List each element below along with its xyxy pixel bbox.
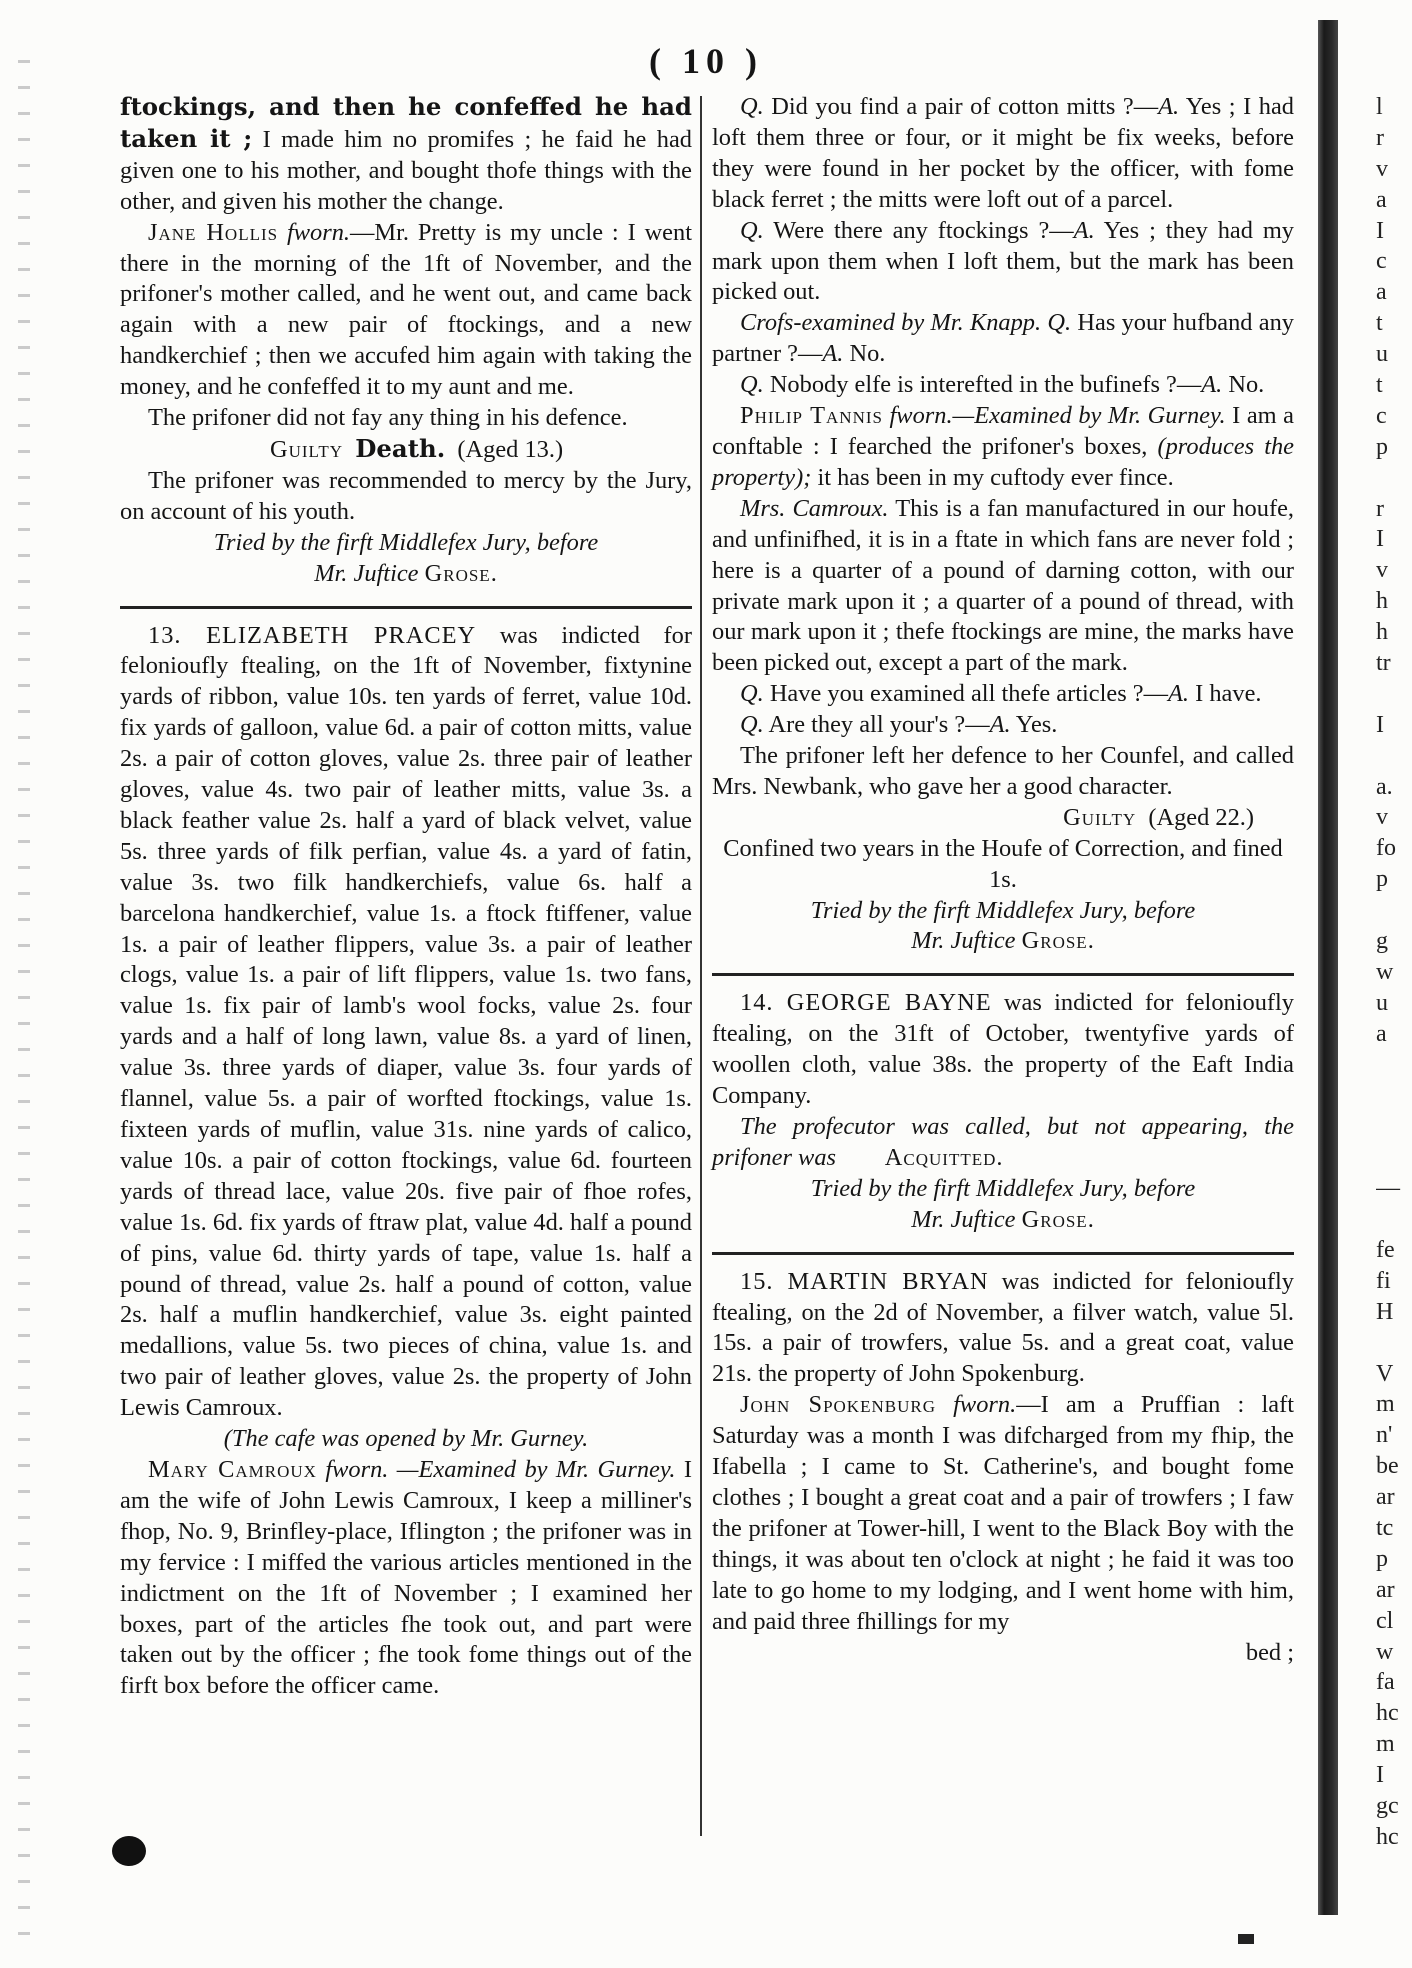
tried-by-line: Tried by the firft Middlefex Jury, before <box>810 896 1196 924</box>
edge-fragment: v <box>1376 804 1388 831</box>
edge-fragment: hc <box>1376 1700 1399 1727</box>
edge-fragment: t <box>1376 310 1383 337</box>
question-text: Were there any ftockings ?— <box>763 216 1074 244</box>
edge-fragment: v <box>1376 557 1388 584</box>
edge-fragment: l <box>1376 94 1383 120</box>
edge-fragment: H <box>1376 1298 1394 1325</box>
left-column <box>120 92 692 1702</box>
edge-fragment: t <box>1376 372 1383 399</box>
question-text: Has your hufband any partner ?— <box>712 309 1294 368</box>
edge-fragment: gc <box>1376 1792 1399 1819</box>
answer-mark: A. <box>822 340 844 368</box>
prosecutor-text: The profecutor was called, but not appearing, the prifoner was <box>712 1113 1294 1171</box>
case-divider <box>120 606 692 609</box>
verdict-line <box>712 803 1294 834</box>
witness-name: John Spokenburg <box>740 1391 936 1419</box>
qa-interest <box>712 370 1294 401</box>
edge-fragment <box>1376 1050 1412 1081</box>
answer-mark: A. <box>1168 680 1190 708</box>
testimony-text: This is a fan manufactured in our houfe, and unfinifhed, it is in a ftate in which fans are never fold ; here is a quarter of a pound of darning cotton, with our private mark upon it ; a quarter of a pound of thread, with our mark upon it ; thefe ftockings are mine, the marks have been picked out, except a part of the mark. <box>712 494 1294 677</box>
right-column <box>712 92 1294 1668</box>
qa-examined <box>712 679 1294 710</box>
witness-name: Mrs. Camroux. <box>740 494 889 522</box>
edge-fragment: ar <box>1376 1484 1395 1511</box>
case-14-indictment <box>712 988 1294 1112</box>
question-mark: Q. <box>740 93 764 120</box>
tried-by-line: Tried by the firft Middlefex Jury, before <box>213 528 599 556</box>
edge-fragment: hc <box>1376 1823 1399 1850</box>
justice-title: Mr. Juftice <box>911 927 1016 955</box>
left-margin-specks <box>18 60 30 1940</box>
edge-fragment: m <box>1376 1731 1395 1758</box>
cross-examination <box>712 308 1294 370</box>
question-mark: Q. <box>1047 309 1072 337</box>
case-15-heading: 15. MARTIN BRYAN <box>740 1267 989 1295</box>
edge-fragment: g <box>1376 928 1388 955</box>
edge-fragment: fo <box>1376 835 1396 862</box>
column-divider <box>700 96 702 1836</box>
edge-fragment <box>1376 679 1412 710</box>
answer-text: No. <box>843 340 886 368</box>
edge-fragment: v <box>1376 155 1388 182</box>
edge-fragment <box>1376 1081 1412 1112</box>
mercy-note: The prifoner was recommended to mercy by the Jury, on account of his youth. <box>120 466 692 525</box>
edge-fragment: m <box>1376 1391 1395 1418</box>
edge-fragment <box>1376 895 1412 926</box>
question-mark: Q. <box>740 216 764 244</box>
edge-fragment: u <box>1376 341 1388 368</box>
edge-fragment: p <box>1376 1545 1388 1572</box>
edge-fragment: I <box>1376 217 1384 244</box>
counsel-note: The prifoner left her defence to her Counfel, and called Mrs. Newbank, who gave her a good character. <box>712 742 1294 800</box>
sworn-label: fworn. <box>286 218 351 246</box>
answer-text: No. <box>1222 371 1265 399</box>
edge-fragment <box>1376 1204 1412 1235</box>
facing-page-fragments <box>1376 92 1412 1853</box>
question-mark: Q. <box>740 371 764 399</box>
verdict-guilty: Guilty <box>1063 803 1137 831</box>
cross-label: Crofs-examined by Mr. Knapp. <box>740 309 1042 337</box>
case-14-heading: 14. GEORGE BAYNE <box>740 989 992 1017</box>
witness-name: Jane Hollis <box>148 218 279 246</box>
spokenburg-testimony <box>712 1390 1294 1637</box>
edge-fragment <box>1376 1111 1412 1142</box>
edge-fragment: n' <box>1376 1422 1393 1449</box>
answer-mark: A. <box>989 711 1011 739</box>
witness-name: Mary Camroux <box>148 1455 317 1483</box>
edge-fragment: — <box>1376 1175 1400 1202</box>
justice-line <box>712 1205 1294 1236</box>
justice-name: Grose. <box>1021 1205 1095 1233</box>
question-mark: Q. <box>740 711 764 739</box>
edge-fragment: a. <box>1376 773 1393 800</box>
justice-name: Grose. <box>1021 927 1095 955</box>
answer-text: Yes ; I had loft them three or four, or it might be fix weeks, before they were found in her pocket by the officer, with fome black ferret ; the mitts were loft out of a parcel. <box>712 93 1294 213</box>
camroux-testimony <box>120 1455 692 1702</box>
edge-fragment: I <box>1376 1762 1384 1789</box>
verdict-death: Death. <box>355 433 446 463</box>
edge-fragment: be <box>1376 1453 1399 1480</box>
answer-mark: A. <box>1201 371 1223 399</box>
hollis-testimony <box>120 218 692 403</box>
edge-fragment: a <box>1376 186 1387 213</box>
continuation-bold: ftockings, and then he confeffed he had taken it ; <box>120 92 692 153</box>
edge-fragment <box>1376 741 1412 772</box>
edge-fragment: I <box>1376 711 1384 738</box>
prosecutor-note <box>712 1112 1294 1174</box>
testimony-text: —I am a Pruffian : laft Saturday was a month I was difcharged from my fhip, the Ifabella ; I came to St. Catherine's, and bought fome clothes ; I bought a great coat and a pair of trowfers ; I faw the prifoner at Tower-hill, I went to the Black Boy with the things, it was about ten o'clock at night ; he faid it was too late to go home to my lodging, and I went home with him, and paid three fhillings for my <box>712 1391 1294 1635</box>
testimony-text: it has been in my cuftody ever fince. <box>811 463 1174 491</box>
justice-name: Grose. <box>424 559 498 587</box>
answer-mark: A. <box>1158 93 1180 120</box>
edge-fragment: w <box>1376 1638 1394 1665</box>
witness-name: Philip Tannis <box>740 402 883 430</box>
sworn-label: fworn.—Examined by Mr. Gurney. <box>889 402 1226 430</box>
sworn-label: fworn. <box>953 1391 1017 1419</box>
edge-fragment: c <box>1376 248 1387 275</box>
edge-fragment: p <box>1376 866 1388 893</box>
case-15-indictment <box>712 1267 1294 1391</box>
edge-fragment: r <box>1376 495 1384 522</box>
verdict-line <box>120 434 692 466</box>
edge-fragment: cl <box>1376 1607 1394 1634</box>
verdict-age: (Aged 22.) <box>1148 803 1254 831</box>
qa-stockings <box>712 216 1294 309</box>
case-divider <box>712 1252 1294 1255</box>
edge-fragment: V <box>1376 1360 1394 1387</box>
edge-fragment: fa <box>1376 1669 1395 1696</box>
case-divider <box>712 973 1294 976</box>
sworn-label: fworn. —Examined by Mr. Gurney. <box>325 1455 676 1483</box>
edge-fragment: r <box>1376 124 1384 151</box>
testimony-text: —Mr. Pretty is my uncle : I went there in the morning of the 1ft of November, and the prifoner's mother called, and he went out, and came back again with a new pair of ftockings, and a new handkerchief ; then we accufed him again with taking the money, and he confeffed it to my aunt and me. <box>120 218 692 401</box>
edge-fragment: u <box>1376 989 1388 1016</box>
edge-fragment: h <box>1376 619 1388 646</box>
testimony-text: I am a conftable : I fearched the prifoner's boxes, <box>712 402 1294 460</box>
justice-title: Mr. Juftice <box>314 559 419 587</box>
verdict-guilty: Guilty <box>270 435 344 463</box>
justice-line <box>712 926 1294 957</box>
question-text: Nobody elfe is interefted in the bufinefs ?— <box>763 371 1202 399</box>
edge-fragment: ar <box>1376 1576 1395 1603</box>
justice-line <box>120 559 692 590</box>
ink-blot <box>112 1836 146 1866</box>
question-text: Did you find a pair of cotton mitts ?— <box>763 93 1159 120</box>
question-mark: Q. <box>740 680 764 708</box>
produces-note: (produces the property); <box>712 432 1295 491</box>
question-text: Are they all your's ?— <box>763 711 990 739</box>
edge-fragment: tc <box>1376 1514 1394 1541</box>
continuation-rest: I made him no promifes ; he faid he had given one to his mother, and bought thofe things with the other, and given his mother the change. <box>120 125 692 215</box>
verdict-acquitted: Acquitted. <box>884 1143 1004 1171</box>
edge-fragment: p <box>1376 433 1388 460</box>
continuation-text <box>120 92 692 218</box>
qa-ownership <box>712 710 1294 741</box>
edge-fragment: h <box>1376 588 1388 615</box>
camroux-statement <box>712 494 1294 679</box>
case-15-text: was indicted for felonioufly ftealing, on the 2d of November, a filver watch, value 5l. 15s. a pair of trowfers, value 5s. and a great coat, value 21s. the property of John Spokenburg. <box>712 1267 1294 1388</box>
page-mark <box>1238 1934 1254 1944</box>
edge-fragment: fe <box>1376 1236 1395 1263</box>
justice-title: Mr. Juftice <box>911 1205 1016 1233</box>
edge-fragment <box>1376 1142 1412 1173</box>
tried-by-line: Tried by the firft Middlefex Jury, before <box>810 1174 1196 1202</box>
answer-text: I have. <box>1189 680 1262 708</box>
binding-shadow <box>1318 20 1338 1915</box>
case-opened-note: (The cafe was opened by Mr. Gurney. <box>223 1425 589 1453</box>
edge-fragment <box>1376 1328 1412 1359</box>
edge-fragment: a <box>1376 1020 1387 1047</box>
answer-text: Yes. <box>1010 711 1058 739</box>
testimony-text: I am the wife of John Lewis Camroux, I keep a milliner's fhop, No. 9, Brinfley-place, Iflington ; the prifoner was in my fervice : I miffed the various articles mentioned in the indictment on the 1ft of November ; I examined her boxes, part of the articles fhe took out, and part were taken out by the officer ; fhe took fome things out of the firft box before the officer came. <box>120 1455 692 1700</box>
answer-mark: A. <box>1073 216 1095 244</box>
tannis-testimony <box>712 401 1294 494</box>
defence-note: The prifoner did not fay any thing in his defence. <box>148 404 628 432</box>
page-number: ( 10 ) <box>649 41 763 81</box>
edge-fragment: fi <box>1376 1267 1391 1294</box>
question-text: Have you examined all thefe articles ?— <box>763 680 1169 708</box>
catchword: bed ; <box>1245 1638 1294 1666</box>
case-13-heading: 13. ELIZABETH PRACEY <box>148 621 477 649</box>
edge-fragment: tr <box>1376 650 1391 677</box>
edge-fragment: a <box>1376 279 1387 306</box>
qa-mitts <box>712 92 1294 216</box>
edge-fragment: c <box>1376 402 1387 429</box>
case-14-text: was indicted for felonioufly ftealing, on the 31ft of October, twentyfive yards of woollen cloth, value 38s. the property of the Eaft India Company. <box>712 989 1294 1110</box>
verdict-age: (Aged 13.) <box>457 435 564 463</box>
case-13-text: was indicted for felonioufly ftealing, on the 1ft of November, fixtynine yards of ribbon, value 10s. ten yards of ferret, value 10d. fix yards of galloon, value 6d. a pair of cotton mitts, value 2s. a pair of cotton gloves, value 2s. three pair of leather gloves, value 4s. two pair of leather mitts, value 3s. a black feather value 2s. half a yard of black velvet, value 5s. three yards of filk perfian, value 4s. a yard of fatin, value 3s. two filk handkerchiefs, value 6s. half a barcelona handkerchief, value 1s. a ftock ftiffener, value 1s. a pair of leather flippers, value 3s. a pair of leather clogs, value 1s. a pair of lift flippers, value 1s. two fans, value 1s. fix pair of lamb's wool focks, value 2s. four yards and a half of long lawn, value 8s. a yard of linen, value 3s. three yards of diaper, value 3s. four yards of flannel, value 5s. a pair of worfted ftockings, value 1s. fixteen yards of muflin, value 31s. nine yards of calico, value 10s. a pair of cotton ftockings, value 6d. fourteen yards of thread lace, value 20s. five pair of fhoe rofes, value 1s. 6d. fix yards of ftraw plat, value 4d. half a pound of pins, value 6d. thirty yards of tape, value 1s. half a pound of thread, value 2s. half a pound of cotton, value 2s. half a muflin handkerchief, value 3s. eight painted medallions, value 5s. two pieces of china, value 1s. and two pair of leather gloves, value 2s. the property of John Lewis Camroux. <box>120 621 692 1422</box>
sentence-note: Confined two years in the Houfe of Correction, and fined 1s. <box>723 834 1283 893</box>
edge-fragment: w <box>1376 958 1394 985</box>
case-13-indictment <box>120 621 692 1425</box>
edge-fragment <box>1376 463 1412 494</box>
answer-text: Yes ; they had my mark upon them when I loft them, but the mark has been picked out. <box>712 216 1294 306</box>
edge-fragment: I <box>1376 526 1384 553</box>
